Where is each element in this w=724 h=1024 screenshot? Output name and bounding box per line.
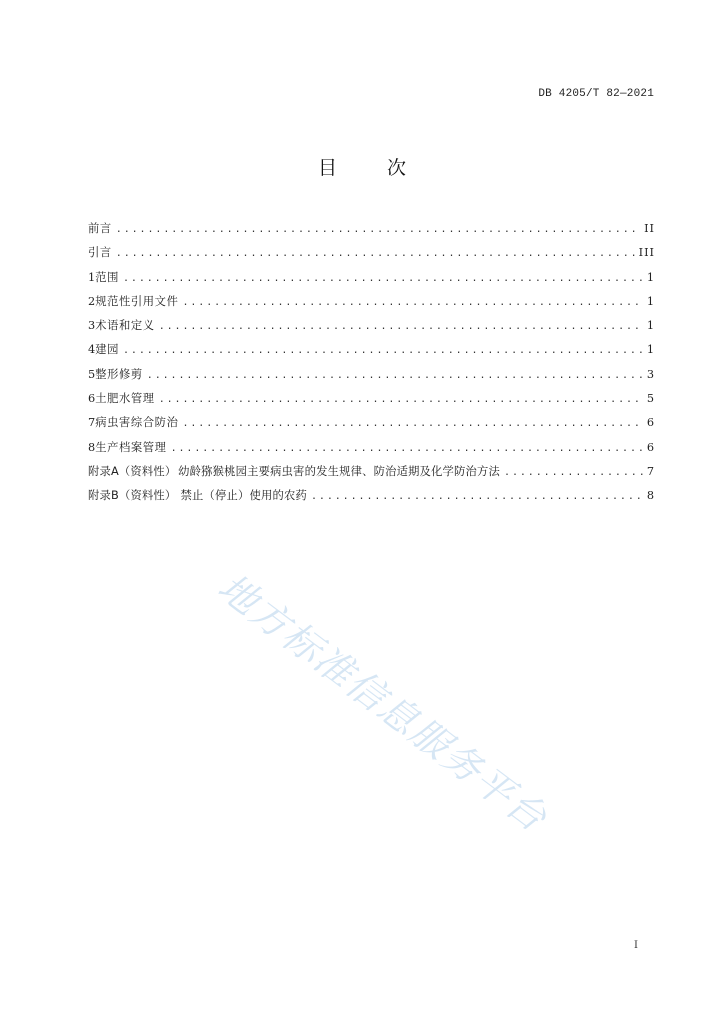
toc-entry-page: 5 bbox=[646, 392, 655, 406]
dot-leader bbox=[147, 369, 643, 383]
toc-entry-orchard-establishment[interactable] bbox=[88, 343, 655, 367]
toc-entry-number: 7 bbox=[88, 416, 96, 430]
toc-entry-label: 病虫害综合防治 bbox=[95, 416, 179, 430]
toc-entry-label: 规范性引用文件 bbox=[95, 294, 179, 308]
toc-entry-terms-definitions[interactable] bbox=[88, 319, 655, 343]
title-char-1: 目 bbox=[317, 157, 337, 179]
dot-leader bbox=[182, 296, 642, 310]
toc-entry-number: 6 bbox=[88, 392, 96, 406]
toc-entry-page: 3 bbox=[646, 367, 655, 381]
table-of-contents bbox=[88, 222, 655, 514]
toc-appendix-prefix: 附录A（资料性） bbox=[88, 464, 177, 478]
toc-entry-number: 5 bbox=[88, 367, 96, 381]
document-code: DB 4205/T 82—2021 bbox=[538, 88, 654, 100]
toc-entry-page: III bbox=[638, 246, 655, 260]
dot-leader bbox=[123, 272, 643, 286]
toc-entry-soil-fertilizer-water[interactable] bbox=[88, 392, 655, 416]
toc-entry-number: 1 bbox=[88, 270, 96, 284]
page-number: I bbox=[634, 940, 638, 951]
toc-entry-label: 生产档案管理 bbox=[95, 440, 167, 454]
toc-entry-page: 7 bbox=[646, 464, 655, 478]
watermark: 地方标准信息服务平台 bbox=[209, 564, 556, 841]
page-title bbox=[0, 153, 724, 180]
toc-entry-page: 1 bbox=[646, 294, 655, 308]
toc-entry-number: 4 bbox=[88, 343, 96, 357]
toc-entry-page: 6 bbox=[646, 416, 655, 430]
toc-appendix-prefix: 附录B（资料性） bbox=[88, 489, 177, 503]
toc-entry-label: 引言 bbox=[88, 246, 112, 260]
toc-entry-page: II bbox=[644, 222, 655, 235]
toc-entry-foreword[interactable] bbox=[88, 222, 655, 246]
toc-entry-scope[interactable] bbox=[88, 271, 655, 295]
toc-entry-label: 土肥水管理 bbox=[95, 392, 155, 406]
toc-entry-label: 幼龄猕猴桃园主要病虫害的发生规律、防治适期及化学防治方法 bbox=[178, 464, 501, 478]
toc-entry-page: 1 bbox=[646, 319, 655, 333]
toc-entry-label: 建园 bbox=[95, 343, 119, 357]
dot-leader bbox=[159, 393, 643, 407]
dot-leader bbox=[311, 490, 643, 504]
dot-leader bbox=[182, 417, 642, 431]
toc-entry-number: 3 bbox=[88, 319, 96, 333]
toc-entry-label: 前言 bbox=[88, 222, 112, 235]
toc-entry-page: 1 bbox=[646, 343, 655, 357]
dot-leader bbox=[159, 320, 643, 334]
dot-leader bbox=[116, 247, 635, 261]
toc-entry-label: 范围 bbox=[95, 270, 119, 284]
dot-leader bbox=[171, 442, 643, 456]
dot-leader bbox=[504, 466, 643, 480]
toc-entry-label: 禁止（停止）使用的农药 bbox=[180, 489, 307, 503]
toc-entry-page: 8 bbox=[646, 489, 655, 503]
toc-entry-introduction[interactable] bbox=[88, 246, 655, 270]
toc-entry-label: 术语和定义 bbox=[95, 319, 155, 333]
dot-leader bbox=[123, 344, 643, 358]
toc-entry-page: 6 bbox=[646, 440, 655, 454]
toc-entry-label: 整形修剪 bbox=[95, 367, 143, 381]
toc-entry-production-records[interactable] bbox=[88, 441, 655, 465]
title-char-2: 次 bbox=[387, 157, 407, 179]
toc-entry-number: 2 bbox=[88, 294, 96, 308]
toc-entry-number: 8 bbox=[88, 440, 96, 454]
toc-entry-appendix-b[interactable] bbox=[88, 489, 655, 513]
toc-entry-page: 1 bbox=[646, 270, 655, 284]
toc-entry-pruning[interactable] bbox=[88, 368, 655, 392]
toc-entry-appendix-a[interactable] bbox=[88, 465, 655, 489]
toc-entry-pest-control[interactable] bbox=[88, 416, 655, 440]
toc-entry-normative-references[interactable] bbox=[88, 295, 655, 319]
dot-leader bbox=[116, 223, 640, 237]
